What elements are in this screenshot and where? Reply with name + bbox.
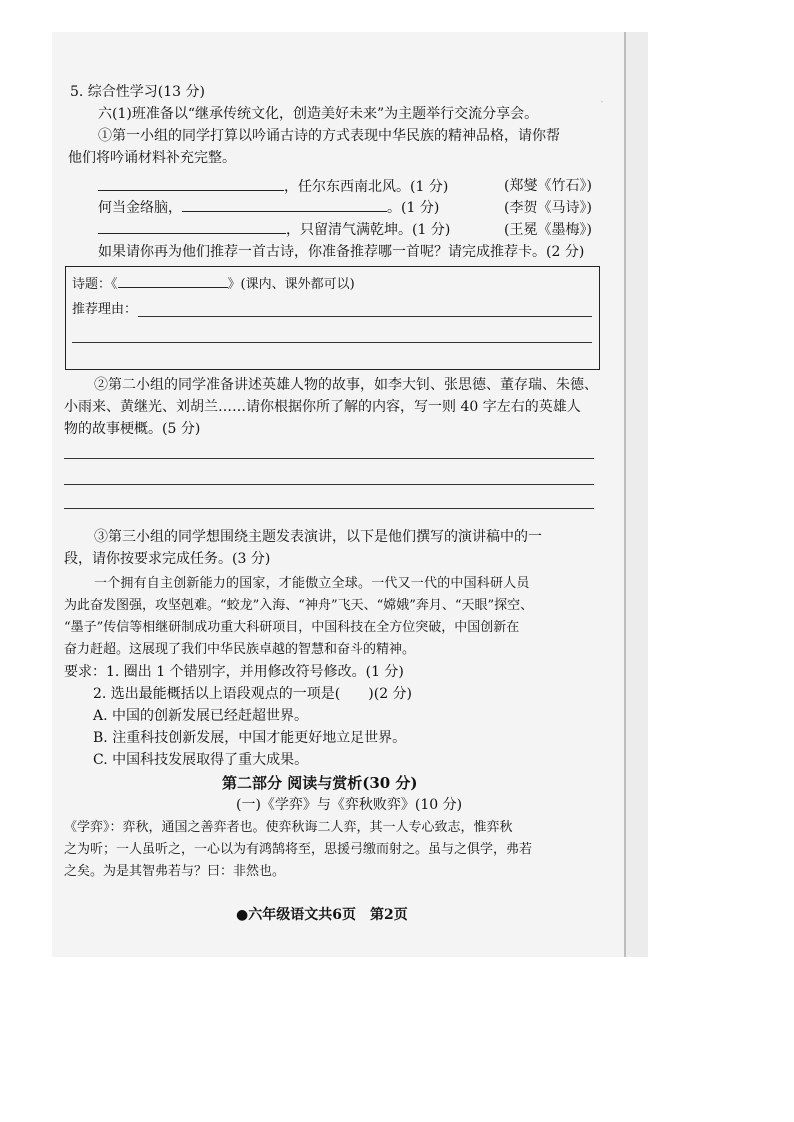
poem-source: (李贺《马诗》) (504, 200, 592, 216)
question-title: 5. 综合性学习(13 分) (70, 84, 205, 100)
answer-blank[interactable] (98, 219, 286, 234)
poem-line: 何当金络脑， 。(1 分) (98, 197, 439, 218)
answer-blank[interactable] (182, 197, 387, 212)
reason-label: 推荐理由： (72, 302, 138, 317)
section-heading: 第二部分 阅读与赏析(30 分) (222, 774, 418, 792)
answer-line[interactable] (64, 484, 594, 485)
option-c: C. 中国科技发展取得了重大成果。 (93, 752, 309, 768)
requirement: 要求：1. 圈出 1 个错别字，并用修改符号修改。(1 分) (64, 664, 404, 680)
speech-line: 一个拥有自主创新能力的国家，才能傲立全球。一代又一代的中国科研人员 (94, 576, 530, 591)
requirement: 2. 选出最能概括以上语段观点的一项是( )(2 分) (93, 686, 413, 702)
poem-title-blank[interactable] (118, 273, 228, 288)
reason-blank[interactable] (138, 316, 592, 317)
task2-line: 物的故事梗概。(5 分) (64, 421, 201, 437)
passage-line: 之矣。为是其智弗若与？曰：非然也。 (64, 864, 286, 879)
task2-line: ②第二小组的同学准备讲述英雄人物的故事，如李大钊、张思德、董存瑞、朱德、 (94, 377, 598, 393)
poem-line: ，任尔东西南北风。(1 分) (98, 176, 448, 197)
passage-line: 之为听；一人虽听之，一心以为有鸿鹄将至，思援弓缴而射之。虽与之俱学，弗若 (64, 842, 533, 857)
poem-source: (王冕《墨梅》) (504, 222, 592, 238)
show-through-text: · (600, 95, 604, 109)
speech-line: “墨子”传信等相继研制成功重大科研项目，中国科技在全方位突破，中国创新在 (64, 620, 520, 635)
page-footer: ●六年级语文共6页 第2页 (236, 907, 408, 923)
speech-line: 奋力赶超。这展现了我们中华民族卓越的智慧和奋斗的精神。 (64, 642, 416, 657)
task3-line: ③第三小组的同学想围绕主题发表演讲，以下是他们撰写的演讲稿中的一 (94, 529, 542, 545)
answer-blank[interactable] (98, 176, 284, 191)
reason-blank[interactable] (72, 342, 592, 343)
poem-source: (郑燮《竹石》) (504, 178, 592, 194)
option-a: A. 中国的创新发展已经赶超世界。 (93, 708, 309, 724)
recommend-prompt: 如果请你再为他们推荐一首古诗，你准备推荐哪一首呢？请完成推荐卡。(2 分) (98, 244, 585, 260)
poem-line: ，只留清气满乾坤。(1 分) (98, 219, 450, 240)
question-intro: 六(1)班准备以“继承传统文化，创造美好未来”为主题举行交流分享会。 (98, 106, 539, 122)
section-subheading: (一)《学弈》与《弈秋败弈》(10 分) (236, 797, 463, 813)
speech-line: 为此奋发图强，攻坚剋难。“蛟龙”入海、“神舟”飞天、“嫦娥”奔月、“天眼”探空、 (64, 598, 534, 613)
task1-line: ①第一小组的同学打算以吟诵古诗的方式表现中华民族的精神品格，请你帮 (98, 128, 560, 144)
answer-line[interactable] (64, 508, 594, 509)
task1-line: 他们将吟诵材料补充完整。 (68, 150, 236, 166)
passage-line: 《学弈》：弈秋，通国之善弈者也。使弈秋诲二人弈，其一人专心致志，惟弈秋 (64, 820, 513, 835)
binding-margin (626, 32, 648, 957)
answer-line[interactable] (64, 458, 594, 459)
option-b: B. 注重科技创新发展，中国才能更好地立足世界。 (93, 730, 407, 746)
task2-line: 小雨来、黄继光、刘胡兰……请你根据你所了解的内容，写一则 40 字左右的英雄人 (64, 399, 581, 415)
task3-line: 段，请你按要求完成任务。(3 分) (64, 551, 271, 567)
poem-title-label: 诗题：《 》(课内、课外都可以) (72, 273, 355, 295)
